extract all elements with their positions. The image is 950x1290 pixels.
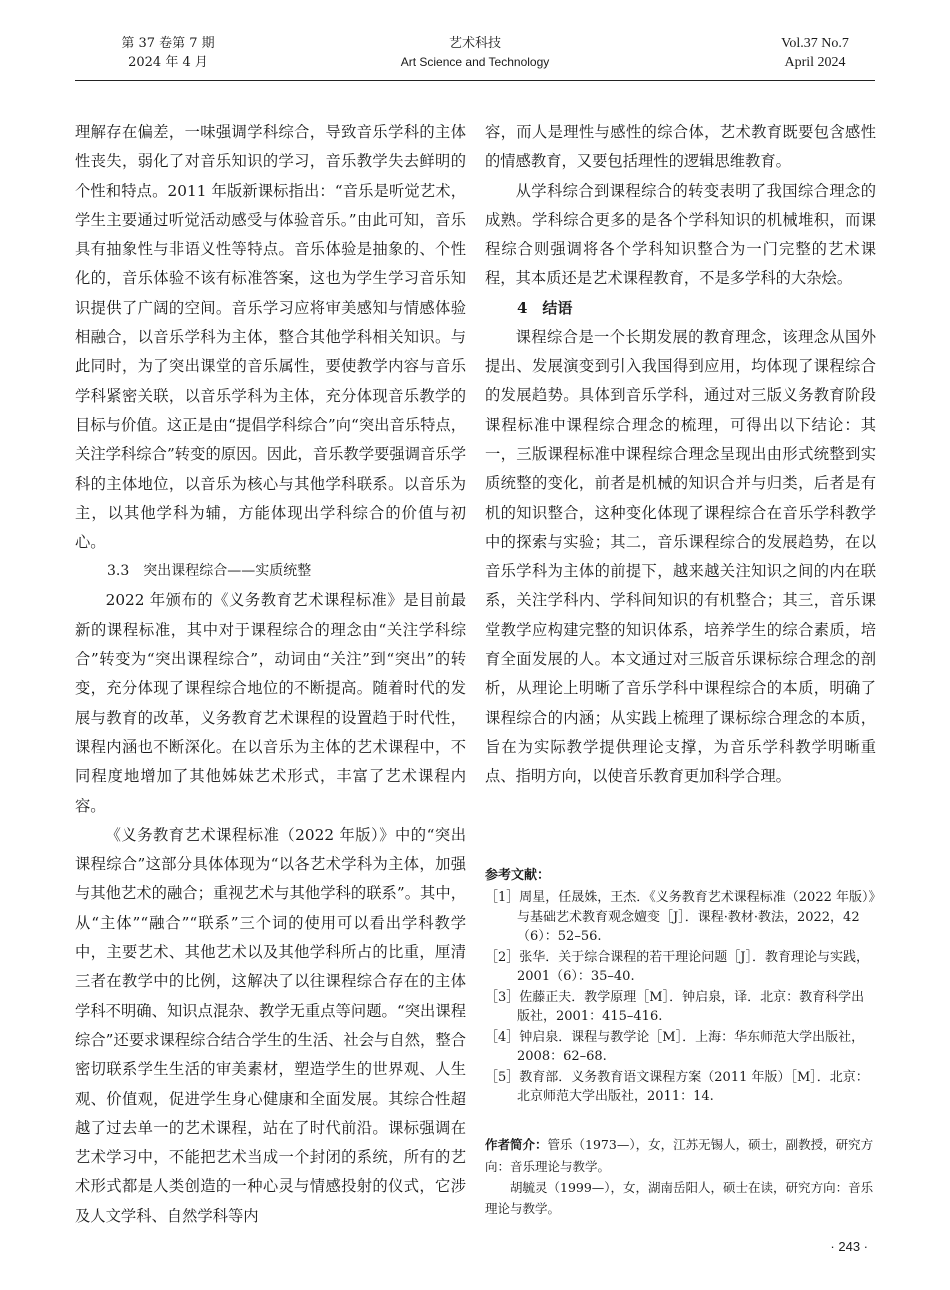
header-issue-info (118, 34, 218, 72)
reference-item: ［5］教育部．义务教育语文课程方案（2011 年版）［M］．北京：北京师范大学出版社，2011：14. (485, 1069, 869, 1104)
reference-item: ［1］周星，任晟姝，王杰．《义务教育艺术课程标准（2022 年版）》与基础艺术教育观念嬗变［J］．课程·教材·教法，2022，42（6）：52–56. (485, 890, 875, 944)
references (485, 866, 876, 1108)
author-bio-label: 作者简介： (485, 1138, 548, 1152)
header-volume: 第 37 卷第 7 期 (121, 36, 215, 51)
reference-item: ［3］佐藤正夫．教学原理［M］．钟启泉，译．北京：教育科学出版社，2001：415–416. (485, 989, 865, 1024)
journal-title-en: Art Science and Technology (400, 55, 550, 69)
header-issue-info-en (760, 34, 870, 72)
header-journal (375, 34, 575, 72)
body-paragraph: 《义务教育艺术课程标准（2022 年版）》中的“突出课程综合”这部分具体体现为“以各艺术学科为主体，加强与其他艺术的融合；重视艺术与其他学科的联系”。其中，从“主体”“融合”“联系”三个词的使用可以看出学科教学中，主要艺术、其他艺术以及其他学科所占的比重，厘清三者在教学中的比例，这解决了以往课程综合存在的主体学科不明确、知识点混杂、教学无重点等问题。“突出课程综合”还要求课程综合结合学生的生活、社会与自然，整合密切联系学生生活的审美素材，塑造学生的世界观、人生观、价值观，促进学生身心健康和全面发展。其综合性超越了过去单一的艺术课程，站在了时代前沿。课标强调在艺术学习中，不能把艺术当成一个封闭的系统，所有的艺术形式都是人类创造的一种心灵与情感投射的仪式，它涉及人文学科、自然学科等内 (75, 825, 466, 1225)
author-bio-first: 管乐（1973—），女，江苏无锡人，硕士，副教授，研究方向：音乐理论与教学。 (485, 1137, 874, 1174)
reference-item: ［2］张华．关于综合课程的若干理论问题［J］．教育理论与实践，2001（6）：35–40. (485, 949, 869, 984)
right-column (485, 118, 876, 792)
body-paragraph: 理解存在偏差，一味强调学科综合，导致音乐学科的主体性丧失，弱化了对音乐知识的学习，音乐教学失去鲜明的个性和特点。2011 年版新课标指出：“音乐是听觉艺术，学生主要通过听觉活动感受与体验音乐。”由此可知，音乐具有抽象性与非语义性等特点。音乐体验是抽象的、个性化的，音乐体验不该有标准答案，这也为学生学习音乐知识提供了广阔的空间。音乐学习应将审美感知与情感体验相融合，以音乐学科为主体，整合其他学科相关知识。与此同时，为了突出课堂的音乐属性，要使教学内容与音乐学科紧密关联，以音乐学科为主体，充分体现音乐教学的目标与价值。这正是由“提倡学科综合”向“突出音乐特点，关注学科综合”转变的原因。因此，音乐教学要强调音乐学科的主体地位，以音乐为核心与其他学科联系。以音乐为主，以其他学科为辅，方能体现出学科综合的价值与初心。 (75, 123, 466, 552)
page-number: · 243 · (830, 1239, 868, 1254)
author-bio-second: 胡毓灵（1999—），女，湖南岳阳人，硕士在读，研究方向：音乐理论与教学。 (485, 1180, 874, 1216)
reference-item: ［4］钟启泉．课程与教学论［M］．上海：华东师范大学出版社，2008：62–68. (485, 1029, 865, 1064)
section-heading-4: 4 结语 (517, 298, 573, 317)
body-paragraph: 课程综合是一个长期发展的教育理念，该理念从国外提出、发展演变到引入我国得到应用，均体现了课程综合的发展趋势。具体到音乐学科，通过对三版义务教育阶段课程标准中课程综合理念的梳理，可得出以下结论：其一，三版课程标准中课程综合理念呈现出由形式统整到实质统整的变化，前者是机械的知识合并与归类，后者是有机的知识整合，这种变化体现了课程综合在音乐学科教学中的探索与实验；其二，音乐课程综合的发展趋势，在以音乐学科为主体的前提下，越来越关注知识之间的内在联系，关注学科内、学科间知识的有机整合；其三，音乐课堂教学应构建完整的知识体系，培养学生的综合素质，培育全面发展的人。本文通过对三版音乐课标综合理念的剖析，从理论上明晰了音乐学科中课程综合的本质，明确了课程综合的内涵；从实践上梳理了课标综合理念的本质，旨在为实际教学提供理论支撑，为音乐学科教学明晰重点、指明方向，以使音乐教育更加科学合理。 (485, 327, 876, 786)
author-bio (485, 1134, 876, 1219)
section-heading-3-3: 3.3 突出课程综合——实质统整 (107, 563, 312, 580)
body-paragraph: 容，而人是理性与感性的综合体，艺术教育既要包含感性的情感教育，又要包括理性的逻辑思维教育。 (485, 123, 876, 171)
left-column (75, 118, 466, 1231)
body-paragraph: 2022 年颁布的《义务教育艺术课程标准》是目前最新的课程标准，其中对于课程综合的理念由“关注学科综合”转变为“突出课程综合”，动词由“关注”到“突出”的转变，充分体现了课程综合地位的不断提高。随着时代的发展与教育的改革，义务教育艺术课程的设置趋于时代性，课程内涵也不断深化。在以音乐为主体的艺术课程中，不同程度地增加了其他姊妹艺术形式，丰富了艺术课程内容。 (75, 591, 466, 815)
header-date: 2024 年 4 月 (128, 55, 208, 70)
body-paragraph: 从学科综合到课程综合的转变表明了我国综合理念的成熟。学科综合更多的是各个学科知识的机械堆积，而课程综合则强调将各个学科知识整合为一门完整的艺术课程，其本质还是艺术课程教育，不是多学科的大杂烩。 (485, 181, 876, 288)
header-divider (75, 80, 875, 81)
header-date-en: April 2024 (784, 55, 846, 70)
header-volume-en: Vol.37 No.7 (781, 36, 849, 51)
references-title: 参考文献： (485, 867, 551, 882)
journal-title-zh: 艺术科技 (448, 36, 501, 51)
